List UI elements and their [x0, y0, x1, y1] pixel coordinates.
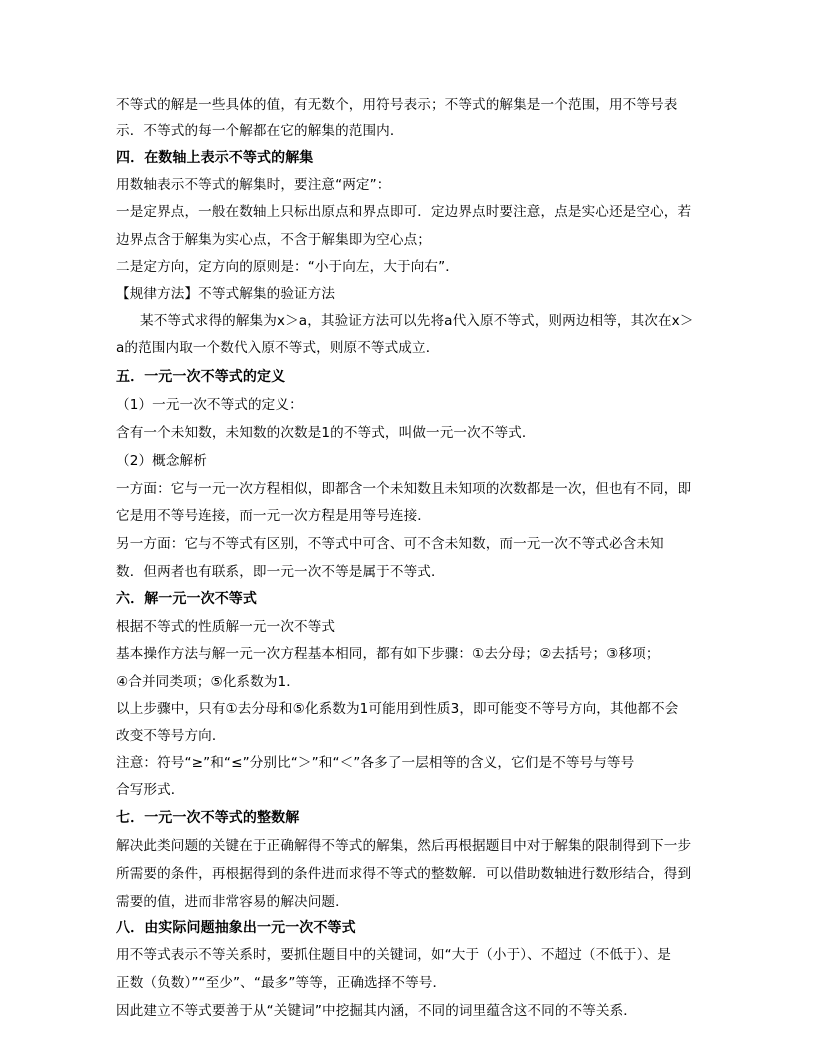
paragraph-line: 某不等式求得的解集为x＞a，其验证方法可以先将a代入原不等式，则两边相等，其次在x＞ [140, 313, 694, 329]
section-heading-6: 六．解一元一次不等式 [116, 591, 257, 607]
paragraph-line: ④合并同类项；⑤化系数为1． [116, 674, 300, 690]
paragraph-line: 需要的值，进而非常容易的解决问题． [116, 894, 349, 910]
paragraph-line: 二是定方向，定方向的原则是：“小于向左，大于向右”． [116, 259, 459, 275]
section-heading-8: 八．由实际问题抽象出一元一次不等式 [116, 920, 356, 936]
paragraph-line: 它是用不等号连接，而一元一次方程是用等号连接． [116, 508, 431, 524]
paragraph-line: 用不等式表示不等关系时，要抓住题目中的关键词，如“大于（小于）、不超过（不低于）、是 [116, 947, 671, 963]
paragraph-line: 不等式的解是一些具体的值，有无数个，用符号表示；不等式的解集是一个范围，用不等号表 [116, 97, 678, 113]
paragraph-line: 边界点含于解集为实心点，不含于解集即为空心点； [116, 232, 431, 248]
section-heading-7: 七．一元一次不等式的整数解 [116, 810, 300, 826]
paragraph-line: 正数（负数）”“至少”、“最多”等等，正确选择不等号． [116, 975, 447, 991]
paragraph-line: （1）一元一次不等式的定义： [116, 397, 303, 413]
paragraph-line: 注意：符号“≥”和“≤”分别比“＞”和“＜”各多了一层相等的含义，它们是不等号与等号 [116, 755, 635, 771]
paragraph-line: （2）概念解析 [116, 453, 207, 469]
paragraph-line: 用数轴表示不等式的解集时，要注意“两定”： [116, 177, 391, 193]
paragraph-line: 所需要的条件，再根据得到的条件进而求得不等式的整数解．可以借助数轴进行数形结合，得到 [116, 866, 692, 882]
paragraph-line: 解决此类问题的关键在于正确解得不等式的解集，然后再根据题目中对于解集的限制得到下一步 [116, 838, 692, 854]
paragraph-line: 数．但两者也有联系，即一元一次不等是属于不等式． [116, 564, 445, 580]
method-heading: 【规律方法】不等式解集的验证方法 [116, 286, 336, 302]
paragraph-line: 示．不等式的每一个解都在它的解集的范围内． [116, 123, 404, 139]
section-heading-4: 四．在数轴上表示不等式的解集 [116, 150, 314, 166]
paragraph-line: 基本操作方法与解一元一次方程基本相同，都有如下步骤：①去分母；②去括号；③移项； [116, 646, 660, 662]
paragraph-line: 一方面：它与一元一次方程相似，即都含一个未知数且未知项的次数都是一次，但也有不同，即 [116, 481, 692, 497]
paragraph-line: 改变不等号方向． [116, 728, 226, 744]
paragraph-line: 根据不等式的性质解一元一次不等式 [116, 619, 336, 635]
paragraph-line: 因此建立不等式要善于从“关键词”中挖掘其内涵，不同的词里蕴含这不同的不等关系． [116, 1003, 637, 1019]
paragraph-line: 含有一个未知数，未知数的次数是1的不等式，叫做一元一次不等式． [116, 425, 536, 441]
paragraph-line: 一是定界点，一般在数轴上只标出原点和界点即可．定边界点时要注意，点是实心还是空心，若 [116, 204, 692, 220]
paragraph-line: 合写形式． [116, 782, 185, 798]
paragraph-line: 以上步骤中，只有①去分母和⑤化系数为1可能用到性质3，即可能变不等号方向，其他都不会 [116, 701, 679, 717]
section-heading-5: 五．一元一次不等式的定义 [116, 369, 286, 385]
paragraph-line: 另一方面：它与不等式有区别，不等式中可含、可不含未知数，而一元一次不等式必含未知 [116, 536, 664, 552]
paragraph-line: a的范围内取一个数代入原不等式，则原不等式成立． [116, 340, 440, 356]
